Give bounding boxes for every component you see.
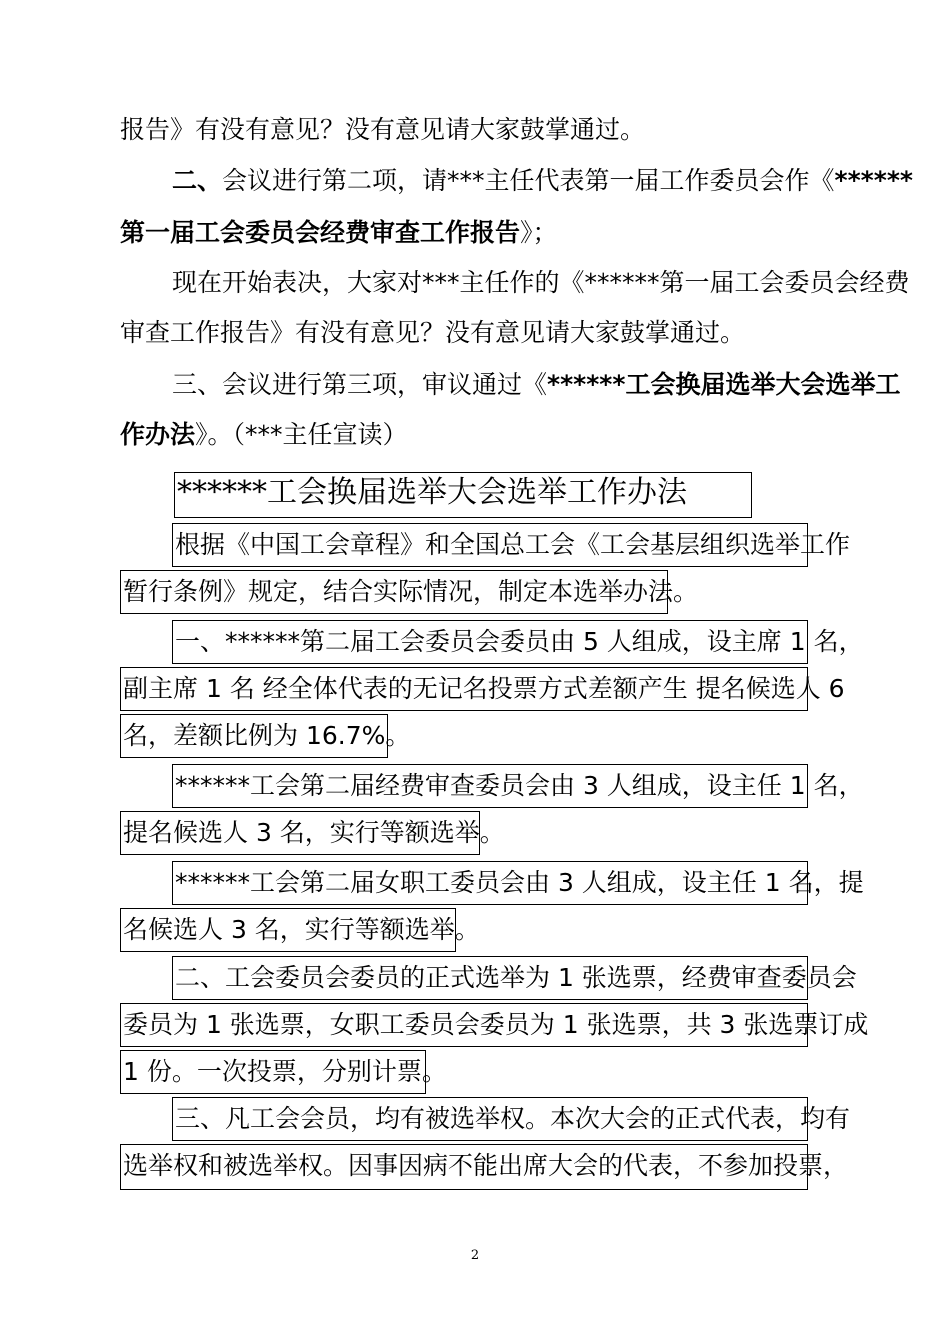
text-line-boxed: 根据《中国工会章程》和全国总工会《工会基层组织选举工作 [172, 523, 808, 567]
text-run-bold: ******工会换届选举大会选举工 [547, 370, 901, 399]
text-line-boxed: 暂行条例》规定，结合实际情况，制定本选举办法。 [120, 570, 668, 614]
text-line: 报告》有没有意见？没有意见请大家鼓掌通过。 [120, 115, 646, 144]
text-run-bold: 作办法 [120, 420, 196, 449]
agenda-item-3 [172, 370, 900, 400]
text-line-boxed: 二、工会委员会委员的正式选举为 1 张选票，经费审查委员会 [172, 956, 808, 1000]
agenda-item-2 [172, 166, 913, 196]
text-run-bold: ****** [834, 166, 913, 195]
text-run: 三、会议进行第三项，审议通过《 [172, 370, 548, 399]
text-line-boxed: ******工会第二届经费审查委员会由 3 人组成，设主任 1 名， [172, 764, 808, 808]
text-line: 审查工作报告》有没有意见？没有意见请大家鼓掌通过。 [120, 318, 746, 347]
text-line-boxed: 选举权和被选举权。因事因病不能出席大会的代表，不参加投票， [120, 1144, 808, 1190]
text-run: 》； [520, 218, 558, 247]
text-line-boxed: 名候选人 3 名，实行等额选举。 [120, 908, 456, 952]
report-title: 第一届工会委员会经费审查工作报告 [120, 218, 521, 247]
text-line-boxed: 委员为 1 张选票，女职工委员会委员为 1 张选票，共 3 张选票订成 [120, 1003, 808, 1047]
text-line-boxed: 提名候选人 3 名，实行等额选举。 [120, 811, 480, 855]
text-line: 现在开始表决，大家对***主任作的《******第一届工会委员会经费 [172, 268, 910, 297]
page-number: 2 [470, 1248, 480, 1263]
text-line-boxed: 名，差额比例为 16.7%。 [120, 714, 388, 758]
document-title: ******工会换届选举大会选举工作办法 [174, 472, 752, 518]
text-line-boxed: ******工会第二届女职工委员会由 3 人组成，设主任 1 名，提 [172, 861, 808, 905]
text-run: 会议进行第二项，请***主任代表第一届工作委员会作《 [222, 166, 835, 195]
agenda-item-3-cont [120, 420, 408, 450]
agenda-item-2-cont [120, 218, 558, 248]
text-line-boxed: 三、凡工会会员，均有被选举权。本次大会的正式代表，均有 [172, 1097, 808, 1141]
text-line-boxed: 副主席 1 名 经全体代表的无记名投票方式差额产生 提名候选人 6 [120, 667, 808, 711]
item-number: 二、 [172, 166, 223, 195]
text-run: 》。（***主任宣读） [195, 420, 408, 449]
text-line-boxed: 一、******第二届工会委员会委员由 5 人组成，设主席 1 名， [172, 620, 808, 664]
text-line-boxed: 1 份。一次投票，分别计票。 [120, 1050, 426, 1094]
